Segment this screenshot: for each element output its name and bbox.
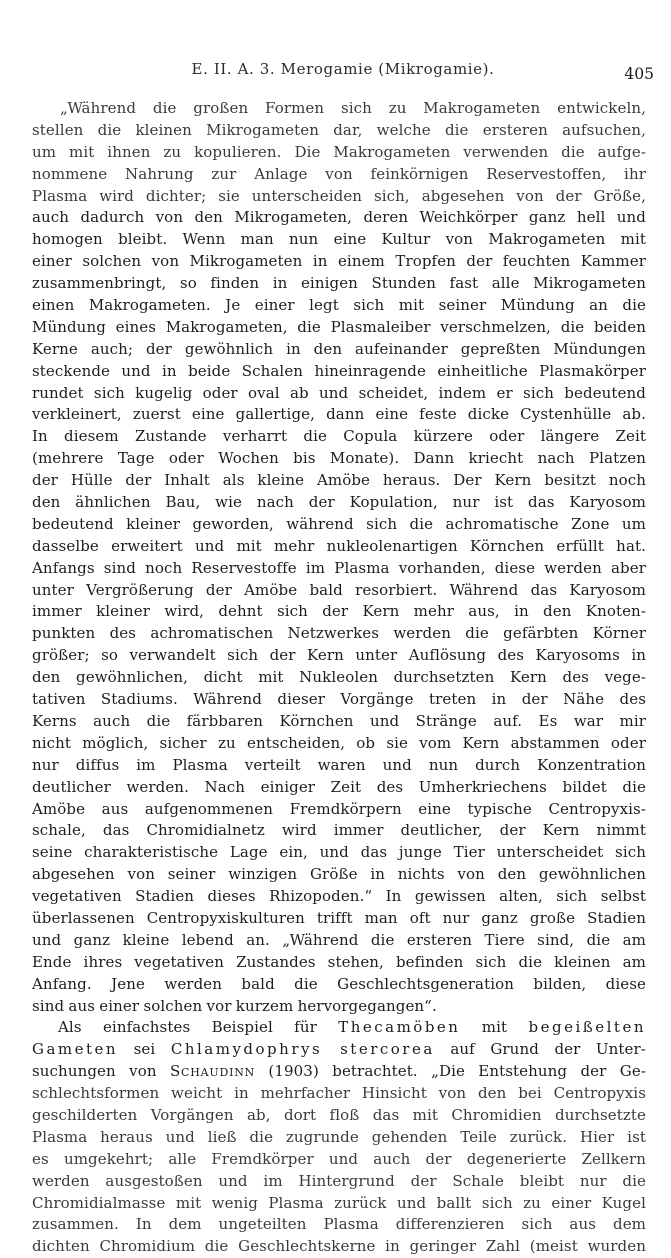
paragraph-2-line-2 — [32, 1039, 646, 1061]
text-line: geschilderten Vorgängen ab, dort floß das mit Chromidien durchsetzte — [32, 1105, 646, 1124]
text-span: Als einfachstes Beispiel für — [58, 1018, 339, 1037]
text-line: homogen bleibt. Wenn man nun eine Kultur von Makrogameten mit — [32, 230, 646, 249]
text-line: Chromidialmasse mit wenig Plasma zurück und ballt sich zu einer Kugel — [32, 1193, 646, 1212]
text-span: auf Grund der Unter- — [434, 1040, 646, 1059]
running-title: E. II. A. 3. Merogamie (Mikrogamie). — [191, 60, 495, 78]
text-line: werden ausgestoßen und im Hintergrund der Schale bleibt nur die — [32, 1171, 646, 1190]
text-line: unter Vergrößerung der Amöbe bald resorbiert. Während das Karyosom — [32, 580, 646, 599]
text-line: schlechtsformen weicht in mehrfacher Hinsicht von den bei Centropyxis — [32, 1084, 646, 1103]
text-line: größer; so verwandelt sich der Kern unter Auflösung des Karyosoms in — [32, 646, 646, 665]
text-line: stellen die kleinen Mikrogameten dar, welche die ersteren aufsuchen, — [32, 120, 646, 139]
text-line: nur diffus im Plasma verteilt waren und nun durch Konzentration — [32, 755, 646, 774]
text-line: Ende ihres vegetativen Zustandes stehen, befinden sich die kleinen am — [32, 952, 646, 971]
text-line: Plasma wird dichter; sie unterscheiden sich, abgesehen von der Größe, — [32, 186, 646, 205]
text-line: steckende und in beide Schalen hineinragende einheitliche Plasmakörper — [32, 361, 646, 380]
text-line: nicht möglich, sicher zu entscheiden, ob sie vom Kern abstammen oder — [32, 733, 646, 752]
text-line: einer solchen von Mikrogameten in einem Tropfen der feuchten Kammer — [32, 252, 646, 271]
text-line: Amöbe aus aufgenommenen Fremdkörpern eine typische Centropyxis- — [32, 799, 646, 818]
text-line: (mehrere Tage oder Wochen bis Monate). Dann kriecht nach Platzen — [32, 449, 646, 468]
text-line: nommene Nahrung zur Anlage von feinkörnigen Reservestoffen, ihr — [32, 164, 646, 183]
text-line: und ganz kleine lebend an. „Während die ersteren Tiere sind, die am — [32, 930, 646, 949]
text-line: zusammen. In dem ungeteilten Plasma differenzieren sich aus dem — [32, 1215, 646, 1234]
text-line: punkten des achromatischen Netzwerkes werden die gefärbten Körner — [32, 624, 646, 643]
emphasis-thecamoeben: Thecamöben — [338, 1018, 461, 1037]
species-name: Chlamydophrys stercorea — [170, 1040, 435, 1059]
text-line: deutlicher werden. Nach einiger Zeit des Umherkriechens bildet die — [32, 777, 646, 796]
text-span: suchungen von — [32, 1062, 170, 1081]
emphasis-begeisselten: begeißelten — [528, 1018, 646, 1037]
text-line: den gewöhnlichen, dicht mit Nukleolen durchsetzten Kern des vege- — [32, 668, 646, 687]
text-line: überlassenen Centropyxiskulturen trifft man oft nur ganz große Stadien — [32, 908, 646, 927]
text-line: Anfangs sind noch Reservestoffe im Plasma vorhanden, diese werden aber — [32, 558, 646, 577]
text-span: mit — [460, 1018, 529, 1037]
author-name: Schaudinn — [169, 1062, 256, 1081]
body-text — [32, 98, 646, 1258]
text-line: Kerns auch die färbbaren Körnchen und Stränge auf. Es war mir — [32, 711, 646, 730]
text-line: tativen Stadiums. Während dieser Vorgänge treten in der Nähe des — [32, 690, 646, 709]
text-line: auch dadurch von den Mikrogameten, deren Weichkörper ganz hell und — [32, 208, 646, 227]
running-head — [32, 57, 654, 83]
text-line: seine charakteristische Lage ein, und das junge Tier unterscheidet sich — [32, 843, 646, 862]
text-span: sei — [118, 1040, 171, 1059]
text-line: dichten Chromidium die Geschlechtskerne in geringer Zahl (meist wurden — [32, 1237, 646, 1256]
text-line: zusammenbringt, so finden in einigen Stunden fast alle Mikrogameten — [32, 274, 646, 293]
paragraph-2-line-3 — [32, 1061, 646, 1083]
page-number: 405 — [624, 65, 654, 83]
text-line: um mit ihnen zu kopulieren. Die Makrogameten verwenden die aufge- — [32, 142, 646, 161]
text-line: Kerne auch; der gewöhnlich in den aufeinander gepreßten Mündungen — [32, 339, 646, 358]
text-line: schale, das Chromidialnetz wird immer deutlicher, der Kern nimmt — [32, 821, 646, 840]
text-line: Anfang. Jene werden bald die Geschlechtsgeneration bilden, diese — [32, 974, 646, 993]
text-line: abgesehen von seiner winzigen Größe in nichts von den gewöhnlichen — [32, 865, 646, 884]
text-line: Plasma heraus und ließ die zugrunde gehenden Teile zurück. Hier ist — [32, 1127, 646, 1146]
text-line: dasselbe erweitert und mit mehr nukleolenartigen Körnchen erfüllt hat. — [32, 536, 646, 555]
text-line: sind aus einer solchen vor kurzem hervorgegangen“. — [32, 996, 437, 1015]
text-line: rundet sich kugelig oder oval ab und scheidet, indem er sich bedeutend — [32, 383, 646, 402]
text-line: verkleinert, zuerst eine gallertige, dann eine feste dicke Cystenhülle ab. — [32, 405, 646, 424]
text-line: vegetativen Stadien dieses Rhizopoden.“ In gewissen alten, sich selbst — [32, 887, 646, 906]
text-line: In diesem Zustande verharrt die Copula kürzere oder längere Zeit — [32, 427, 646, 446]
text-line: es umgekehrt; alle Fremdkörper und auch der degenerierte Zellkern — [32, 1149, 646, 1168]
text-span: (1903) betrachtet. „Die Entstehung der Ge- — [255, 1062, 646, 1081]
text-line: immer kleiner wird, dehnt sich der Kern mehr aus, in den Knoten- — [32, 602, 646, 621]
text-line: bedeutend kleiner geworden, während sich die achromatische Zone um — [32, 514, 646, 533]
text-line: Mündung eines Makrogameten, die Plasmaleiber verschmelzen, die beiden — [32, 317, 646, 336]
text-line: der Hülle der Inhalt als kleine Amöbe heraus. Der Kern besitzt noch — [32, 471, 646, 490]
text-line: „Während die großen Formen sich zu Makrogameten entwickeln, — [60, 99, 646, 117]
paragraph-2-line-1 — [32, 1017, 646, 1039]
text-line: einen Makrogameten. Je einer legt sich mit seiner Mündung an die — [32, 296, 646, 315]
text-line: den ähnlichen Bau, wie nach der Kopulation, nur ist das Karyosom — [32, 493, 646, 512]
emphasis-gameten: Gameten — [32, 1040, 119, 1059]
